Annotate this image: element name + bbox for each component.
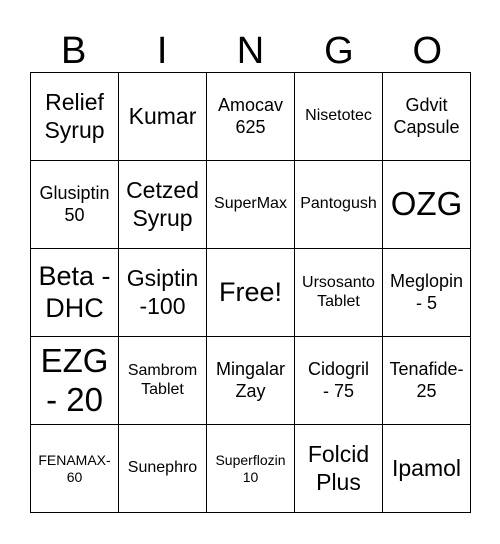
bingo-cell[interactable]: Meglopin - 5 — [383, 249, 471, 337]
bingo-cell[interactable]: Ipamol — [383, 425, 471, 513]
bingo-cell[interactable]: Superflozin 10 — [207, 425, 295, 513]
bingo-cell[interactable]: Tenafide- 25 — [383, 337, 471, 425]
bingo-cell[interactable]: Gsiptin -100 — [119, 249, 207, 337]
bingo-header — [30, 26, 472, 76]
bingo-cell[interactable]: Nisetotec — [295, 73, 383, 161]
header-letter-n: N — [236, 29, 266, 72]
bingo-cell[interactable]: EZG - 20 — [31, 337, 119, 425]
bingo-cell[interactable]: Ursosanto Tablet — [295, 249, 383, 337]
bingo-cell[interactable]: Mingalar Zay — [207, 337, 295, 425]
bingo-cell[interactable]: Amocav 625 — [207, 73, 295, 161]
bingo-cell[interactable]: Kumar — [119, 73, 207, 161]
bingo-cell[interactable]: Folcid Plus — [295, 425, 383, 513]
bingo-cell[interactable]: Beta - DHC — [31, 249, 119, 337]
bingo-card — [30, 72, 471, 513]
bingo-cell[interactable]: SuperMax — [207, 161, 295, 249]
header-letter-g: G — [324, 29, 355, 72]
free-space-cell[interactable]: Free! — [207, 249, 295, 337]
bingo-cell[interactable]: OZG — [383, 161, 471, 249]
bingo-cell[interactable]: Glusiptin 50 — [31, 161, 119, 249]
bingo-cell[interactable]: Sunephro — [119, 425, 207, 513]
bingo-cell[interactable]: FENAMAX- 60 — [31, 425, 119, 513]
bingo-cell[interactable]: Gdvit Capsule — [383, 73, 471, 161]
header-letter-o: O — [412, 29, 444, 72]
bingo-cell[interactable]: Cidogril - 75 — [295, 337, 383, 425]
bingo-cell[interactable]: Relief Syrup — [31, 73, 119, 161]
header-letter-b: B — [61, 29, 88, 72]
bingo-cell[interactable]: Sambrom Tablet — [119, 337, 207, 425]
bingo-cell[interactable]: Pantogush — [295, 161, 383, 249]
header-letter-i: I — [156, 29, 169, 72]
bingo-cell[interactable]: Cetzed Syrup — [119, 161, 207, 249]
